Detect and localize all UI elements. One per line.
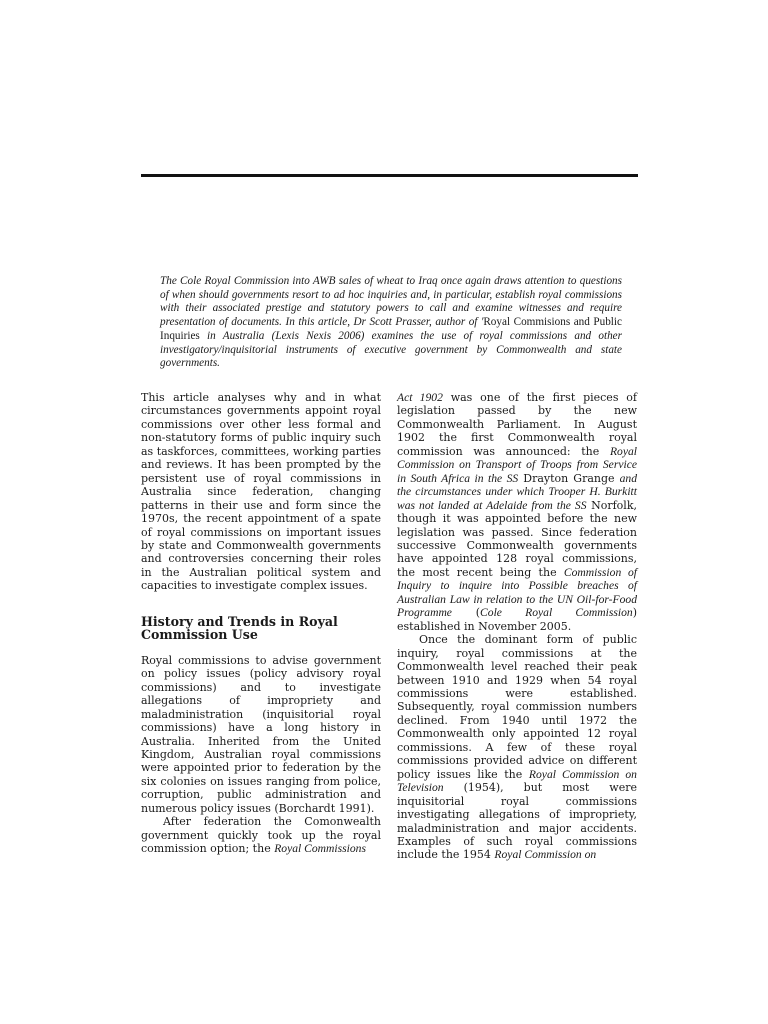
legislation-text-continued: Norfolk, though it was appointed before the new legislation was passed. Since federation successive Commonwealth governments have appointed 128 royal commissions, the most recent being the: [397, 498, 637, 579]
television-commission-title: Royal Commission on Television: [397, 767, 637, 795]
abstract-book-title: Royal Commisions and Public Inquiries: [160, 316, 622, 342]
decline-text-continued: (1954), but most were inquisitorial royal commissions investigating allegations of impropriety, maladministration and major accidents. Examples of such royal commissions include the 1954: [397, 781, 637, 862]
act-title: Act 1902: [397, 391, 443, 404]
ship-name: Drayton Grange: [518, 471, 620, 485]
cole-commission-name: Cole Royal Commission: [480, 606, 633, 620]
first-commission-title: Royal Commission on Transport of Troops from Service in South Africa in the SS: [397, 444, 637, 485]
right-column: [397, 391, 637, 862]
legislation-text: was one of the first pieces of legislation passed by the new Commonwealth Parliament. In August 1902 the first Commonwealth royal commission was announced: the: [397, 391, 637, 458]
commission-title-truncated: Royal Commission on: [494, 848, 597, 862]
header-rule: [141, 174, 638, 177]
federation-text: After federation the Comonwealth government quickly took up the royal commission option; the: [141, 815, 381, 856]
first-commission-title-continued: and the circumstances under which Trooper H. Burkitt was not landed at Adelaide from the SS: [397, 471, 637, 512]
abstract-text-continued: in Australia (Lexis Nexis 2006) examines the use of royal commissions and other investigatory/inquisitorial instruments of executive government by Commonwealth and state governments.: [160, 329, 622, 370]
legislation-text-end: ) established in November 2005.: [397, 606, 637, 633]
oil-for-food-commission-title: Commission of Inquiry to inquire into Possible breaches of Australian Law in relation to the UN Oil-for-Food Programme: [397, 565, 637, 620]
paren-open: (: [451, 606, 481, 620]
section-heading: History and Trends in Royal Commission Use: [141, 613, 338, 643]
federation-italic: Royal Commissions: [274, 842, 366, 856]
decline-paragraph: [397, 633, 637, 862]
history-paragraph: Royal commissions to advise government on policy issues (policy advisory royal commissions) and to investigate allegations of impropriety and maladministration (inquisitorial royal commissions) have a long history in Australia. Inherited from the United Kingdom, Australian royal commissions were appointed prior to federation by the six colonies on issues ranging from police, corruption, public administration and numerous policy issues (Borchardt 1991).: [141, 653, 381, 815]
intro-paragraph: This article analyses why and in what circumstances governments appoint royal commissions over other less formal and non-statutory forms of public inquiry such as taskforces, committees, working parties and reviews. It has been prompted by the persistent use of royal commissions in Australia since federation, changing patterns in their use and form since the 1970s, the recent appointment of a spate of royal commissions on important issues by state and Commonwealth governments and controversies concerning their roles in the Australian political system and capacities to investigate complex issues.: [141, 391, 381, 593]
legislation-paragraph: [397, 391, 637, 633]
abstract-text: The Cole Royal Commission into AWB sales of wheat to Iraq once again draws attention to questions of when should governments resort to ad hoc inquiries and, in particular, establish royal commissions with their associated prestige and statutory powers to call and examine witnesses and require presentation of documents. In this article, Dr Scott Prasser, author of ': [160, 275, 622, 329]
decline-text: Once the dominant form of public inquiry, royal commissions at the Commonwealth level reached their peak between 1910 and 1929 when 54 royal commissions were established. Subsequently, royal commission numbers declined. From 1940 until 1972 the Commonwealth only appointed 12 royal commissions. A few of these royal commissions provided advice on different policy issues like the: [397, 633, 637, 781]
abstract: [160, 275, 622, 371]
left-column: [141, 391, 381, 856]
federation-paragraph: [141, 815, 381, 855]
